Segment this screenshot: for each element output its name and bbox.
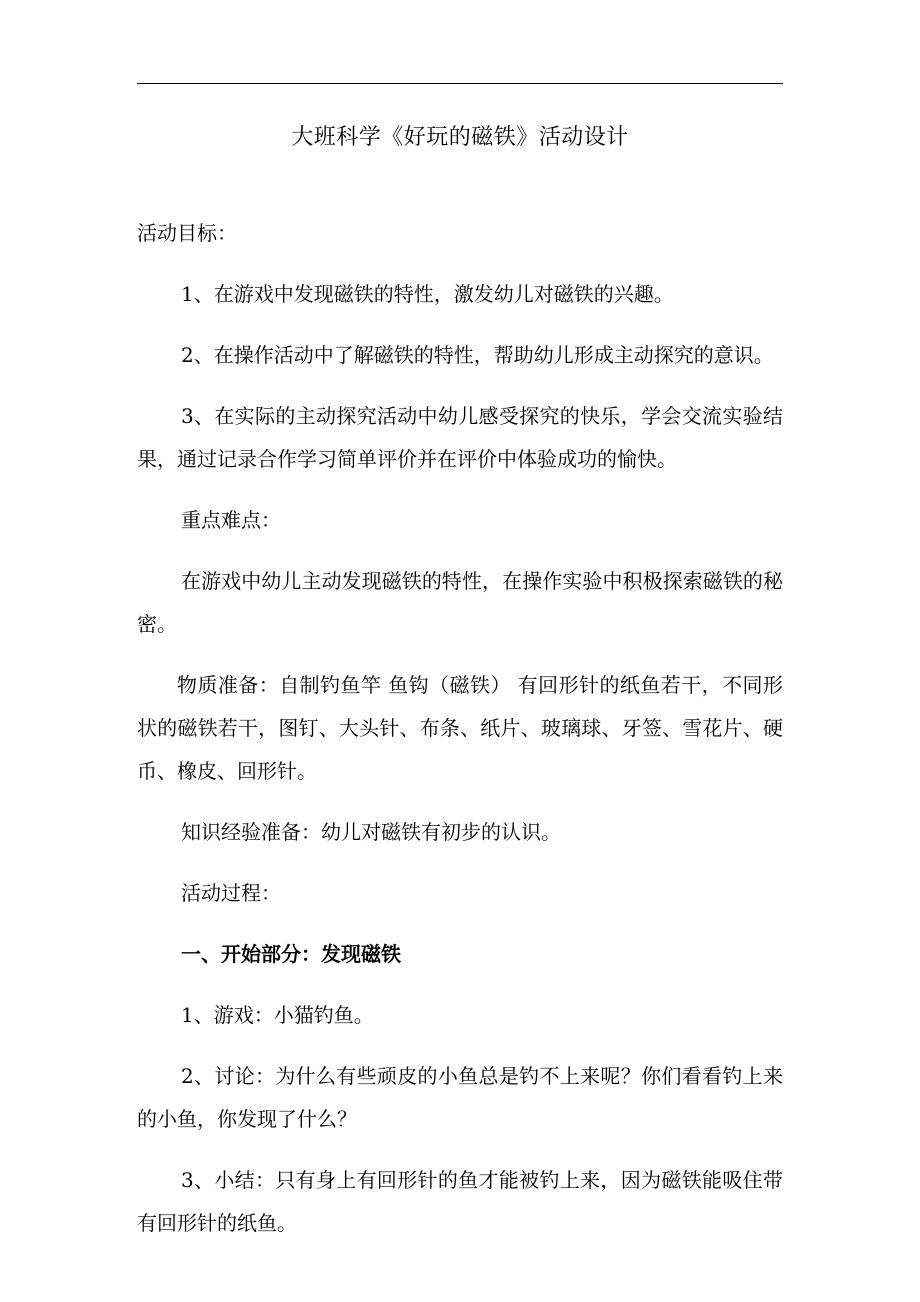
process-step-1: 1、游戏：小猫钓鱼。	[181, 1003, 374, 1027]
section-heading-process: 活动过程：	[181, 881, 281, 905]
process-step-3: 3、小结：只有身上有回形针的鱼才能被钓上来，因为磁铁能吸住带有回形针的纸鱼。	[137, 1168, 783, 1235]
document-body	[137, 212, 783, 1263]
process-step-2: 2、讨论：为什么有些顽皮的小鱼总是钓不上来呢？你们看看钓上来的小鱼，你发现了什么？	[137, 1064, 783, 1131]
section-heading-part-one: 一、开始部分：发现磁铁	[181, 942, 401, 966]
goal-item-3: 3、在实际的主动探究活动中幼儿感受探究的快乐，学会交流实验结果，通过记录合作学习简单评价并在评价中体验成功的愉快。	[137, 404, 783, 471]
goal-item-1: 1、在游戏中发现磁铁的特性，激发幼儿对磁铁的兴趣。	[181, 282, 674, 306]
section-heading-goals: 活动目标：	[137, 221, 237, 245]
goal-item-2: 2、在操作活动中了解磁铁的特性，帮助幼儿形成主动探究的意识。	[181, 343, 774, 367]
key-points-text: 在游戏中幼儿主动发现磁铁的特性，在操作实验中积极探索磁铁的秘密。	[137, 569, 783, 636]
section-heading-key-points: 重点难点：	[181, 508, 281, 532]
document-title: 大班科学《好玩的磁铁》活动设计	[291, 125, 629, 150]
materials-text: 物质准备：自制钓鱼竿 鱼钩（磁铁） 有回形针的纸鱼若干，不同形状的磁铁若干，图钉、大头针、布条、纸片、玻璃球、牙签、雪花片、硬币、橡皮、回形针。	[137, 673, 783, 783]
header-rule	[137, 83, 783, 84]
knowledge-prep-text: 知识经验准备：幼儿对磁铁有初步的认识。	[181, 820, 561, 844]
